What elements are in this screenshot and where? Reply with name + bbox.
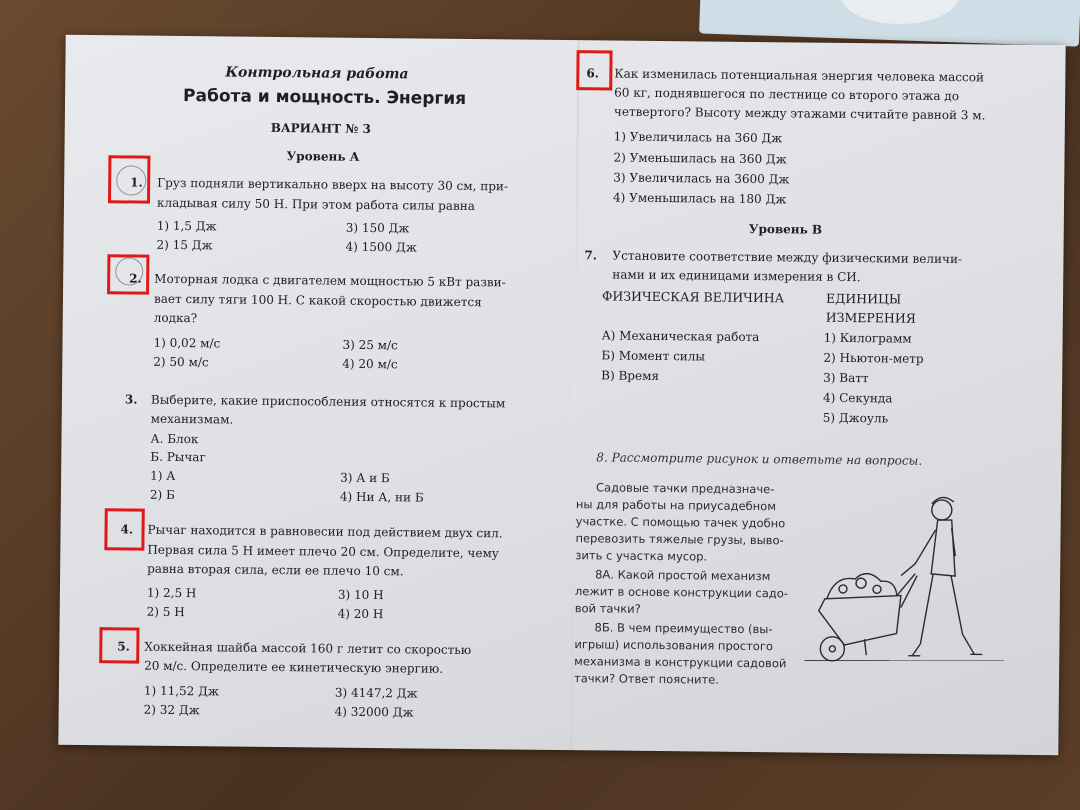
question-4-text: равна вторая сила, если ее плечо 10 см. xyxy=(147,561,404,579)
unit-item: 4) Секунда xyxy=(822,390,893,406)
question-6-number: 6. xyxy=(586,66,599,81)
doc-subtitle: Контрольная работа xyxy=(225,64,409,83)
question-8-intro: 8. Рассмотрите рисунок и ответьте на вопросы. xyxy=(596,450,923,468)
answer-option: 2) Б xyxy=(149,487,175,502)
answer-option: 1) 1,5 Дж xyxy=(156,218,217,234)
question-1-number: 1. xyxy=(130,175,143,190)
question-8b-text: тачки? Ответ поясните. xyxy=(573,671,720,687)
question-4-number: 4. xyxy=(120,522,134,537)
left-page xyxy=(66,35,576,720)
level-b-label: Уровень В xyxy=(748,221,823,237)
answer-option: 1) 2,5 Н xyxy=(146,585,197,601)
column-header-units: ЕДИНИЦЫ xyxy=(825,290,902,307)
answer-option: 1) 11,52 Дж xyxy=(143,683,220,699)
answer-option: 1) Увеличилась на 360 Дж xyxy=(613,129,783,146)
column-header-quantity: ФИЗИЧЕСКАЯ ВЕЛИЧИНА xyxy=(601,288,785,306)
wheelbarrow-illustration xyxy=(804,483,1006,685)
question-1-text: Груз подняли вертикально вверх на высоту 30 см, при- xyxy=(157,175,509,194)
unit-item: 2) Ньютон-метр xyxy=(823,350,924,366)
question-3-item: Б. Рычаг xyxy=(150,449,206,465)
question-4-text: Первая сила 5 Н имеет плечо 20 см. Определите, чему xyxy=(147,542,499,561)
question-3-text: Выберите, какие приспособления относятся к простым xyxy=(150,392,506,411)
question-3-text: механизмам. xyxy=(150,411,234,427)
matching-item: В) Время xyxy=(601,368,660,384)
answer-option: 4) 20 м/с xyxy=(342,356,398,372)
question-7-number: 7. xyxy=(584,248,598,263)
question-2-text: вает силу тяги 100 Н. С какой скоростью движется xyxy=(153,291,482,310)
answer-option: 2) 15 Дж xyxy=(156,237,213,253)
question-8-text: ны для работы на приусадебном xyxy=(575,497,776,514)
answer-option: 2) 5 Н xyxy=(146,604,185,620)
question-6-text: 60 кг, поднявшегося по лестнице со второго этажа до xyxy=(614,85,960,104)
highlight-box-q1 xyxy=(108,155,151,203)
column-header-units: ИЗМЕРЕНИЯ xyxy=(825,309,916,326)
answer-option: 4) 20 Н xyxy=(337,606,384,622)
question-8-text: участке. С помощью тачек удобно xyxy=(575,514,786,531)
matching-item: Б) Момент силы xyxy=(601,348,706,364)
answer-option: 2) 32 Дж xyxy=(143,702,200,718)
question-5-text: 20 м/с. Определите ее кинетическую энергию. xyxy=(144,658,444,676)
answer-option: 2) Уменьшилась на 360 Дж xyxy=(613,150,787,167)
question-2-text: Моторная лодка с двигателем мощностью 5 кВт разви- xyxy=(154,271,506,290)
question-8a-text: лежит в основе конструкции садо- xyxy=(574,584,788,601)
unit-item: 5) Джоуль xyxy=(822,410,889,426)
question-8-text: зить с участка мусор. xyxy=(575,548,708,564)
doc-title: Работа и мощность. Энергия xyxy=(183,86,467,109)
answer-option: 1) А xyxy=(150,468,176,483)
answer-option: 3) А и Б xyxy=(340,470,390,486)
question-8-text: перевозить тяжелые грузы, выво- xyxy=(575,531,784,548)
unit-item: 3) Ватт xyxy=(823,370,869,386)
answer-option: 3) 25 м/с xyxy=(342,337,398,353)
question-1-text: кладывая силу 50 Н. При этом работа силы равна xyxy=(156,195,475,214)
question-2-text: лодка? xyxy=(153,310,198,326)
answer-option: 4) Уменьшилась на 180 Дж xyxy=(612,190,787,207)
answer-option: 3) 10 Н xyxy=(337,587,384,603)
question-4-text: Рычаг находится в равновесии под действием двух сил. xyxy=(147,522,503,541)
question-5-number: 5. xyxy=(117,639,130,654)
unit-item: 1) Килограмм xyxy=(823,330,912,346)
question-8a-text: вой тачки? xyxy=(574,601,641,616)
question-3-number: 3. xyxy=(124,392,138,407)
answer-option: 2) 50 м/с xyxy=(153,354,209,370)
answer-option: 1) 0,02 м/с xyxy=(153,335,221,351)
question-8b-text: игрыш) использования простого xyxy=(574,637,774,654)
question-3-item: А. Блок xyxy=(150,431,199,447)
question-5-text: Хоккейная шайба массой 160 г летит со скоростью xyxy=(144,639,472,658)
question-6-text: четвертого? Высоту между этажами считайте равной 3 м. xyxy=(613,104,986,123)
answer-option: 3) Увеличилась на 3600 Дж xyxy=(613,170,790,187)
question-8-text: Садовые тачки предназначе- xyxy=(595,480,775,497)
question-8a-text: 8А. Какой простой механизм xyxy=(595,567,771,584)
question-8b-text: механизма в конструкции садовой xyxy=(574,654,787,671)
question-2-number: 2. xyxy=(129,271,142,286)
question-7-text: Установите соответствие между физическими величи- xyxy=(612,248,963,267)
question-8b-text: 8Б. В чем преимущество (вы- xyxy=(594,620,773,637)
answer-option: 3) 4147,2 Дж xyxy=(334,685,418,701)
answer-option: 4) Ни А, ни Б xyxy=(339,489,424,505)
question-7-text: нами и их единицами измерения в СИ. xyxy=(612,267,861,285)
worksheet xyxy=(58,35,1065,755)
answer-option: 4) 32000 Дж xyxy=(334,704,414,720)
question-6-text: Как изменилась потенциальная энергия человека массой xyxy=(614,66,985,85)
variant-label: ВАРИАНТ № 3 xyxy=(270,120,371,136)
answer-option: 4) 1500 Дж xyxy=(345,239,417,255)
matching-item: А) Механическая работа xyxy=(601,328,760,345)
answer-option: 3) 150 Дж xyxy=(345,220,410,236)
level-a-label: Уровень А xyxy=(286,149,360,164)
